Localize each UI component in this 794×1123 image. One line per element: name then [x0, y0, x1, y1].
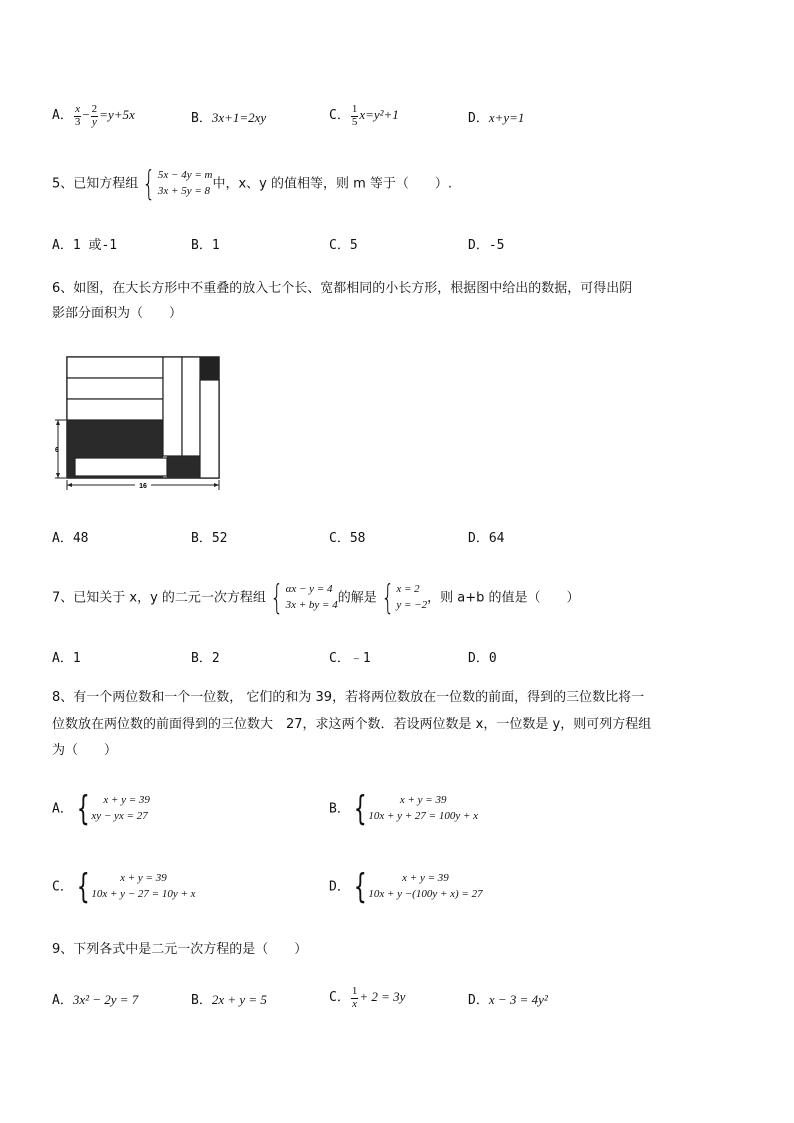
q4-a-fraction-2: $\frac{2}{y}$	[91, 103, 98, 128]
q5-option-d: D．-5	[468, 238, 505, 253]
q7-option-a: A．1	[52, 651, 81, 666]
q4-option-d: D．x+y=1	[468, 110, 525, 126]
q6-rectangle-figure	[55, 352, 225, 494]
q5-option-c: C．5	[329, 238, 358, 253]
q9-stem: 9、下列各式中是二元一次方程的是（ ）	[52, 942, 308, 957]
q8-stem-line-3: 为（ ）	[52, 743, 118, 758]
q6-option-b: B．52	[191, 531, 228, 546]
q6-stem-line-2: 影部分面积为（ ）	[52, 306, 183, 321]
q9-c-fraction: $\frac{1}{x}$	[351, 985, 358, 1010]
q7-option-b: B．2	[191, 651, 220, 666]
q6-height-label: 6	[55, 447, 59, 454]
q7-option-c: C．﹣1	[329, 651, 371, 666]
q8-stem-line-2: 位数放在两位数的前面得到的三位数大 27，求这两个数．若设两位数是 x，一位数是 y，则可列方程组	[52, 717, 652, 732]
q9-option-b: B．2x + y = 5	[191, 992, 267, 1008]
q6-option-a: A．48	[52, 531, 89, 546]
q7-option-d: D．0	[468, 651, 497, 666]
q4-option-b: B．3x+1=2xy	[191, 110, 267, 126]
q7-equation-system: { αx − y = 4 3x + by = 4	[270, 578, 338, 618]
q6-stem-line-1: 6、如图，在大长方形中不重叠的放入七个长、宽都相同的小长方形，根据图中给出的数据，可得出阴	[52, 281, 633, 296]
q4-a-fraction-1: $\frac{x}{3}$	[74, 103, 81, 128]
q9-option-d: D．x − 3 = 4y²	[468, 992, 548, 1008]
q6-width-label: 16	[139, 483, 147, 490]
q8-option-c: C． { x + y = 39 10x + y − 27 = 10y + x	[52, 867, 196, 907]
q6-option-d: D．64	[468, 531, 505, 546]
q4-option-a: A． $\frac{x}{3}$ − $\frac{2}{y}$ =y+5x	[52, 103, 135, 128]
q9-option-a: A．3x² − 2y = 7	[52, 992, 139, 1008]
q8-option-d: D． { x + y = 39 10x + y −(100y + x) = 27	[329, 867, 483, 907]
q7-solution-system: { x = 2 y = −2	[381, 578, 428, 618]
q5-stem: 5、已知方程组 { 5x − 4y = m 3x + 5y = 8 中，x、y 的值相等，则 m 等于（ ）.	[52, 164, 453, 204]
q7-stem: 7、已知关于 x，y 的二元一次方程组 { αx − y = 4 3x + by = 4 的解是 { x = 2 y = −2 ，则 a+b 的值是（ ）	[52, 578, 580, 618]
q5-equation-system: { 5x − 4y = m 3x + 5y = 8	[142, 164, 213, 204]
q9-option-c: C． $\frac{1}{x}$ + 2 = 3y	[329, 985, 406, 1010]
q6-option-c: C．58	[329, 531, 366, 546]
q8-option-b: B． { x + y = 39 10x + y + 27 = 100y + x	[329, 789, 479, 829]
q5-option-b: B．1	[191, 238, 220, 253]
q4-c-fraction: $\frac{1}{5}$	[351, 103, 358, 128]
q4-option-c: C． $\frac{1}{5}$ x=y²+1	[329, 103, 399, 128]
q5-option-a: A．1 或-1	[52, 238, 118, 253]
q8-stem-line-1: 8、有一个两位数和一个一位数， 它们的和为 39，若将两位数放在一位数的前面，得到的三位数比将一	[52, 690, 645, 705]
q8-option-a: A． { x + y = 39 xy − yx = 27	[52, 789, 150, 829]
